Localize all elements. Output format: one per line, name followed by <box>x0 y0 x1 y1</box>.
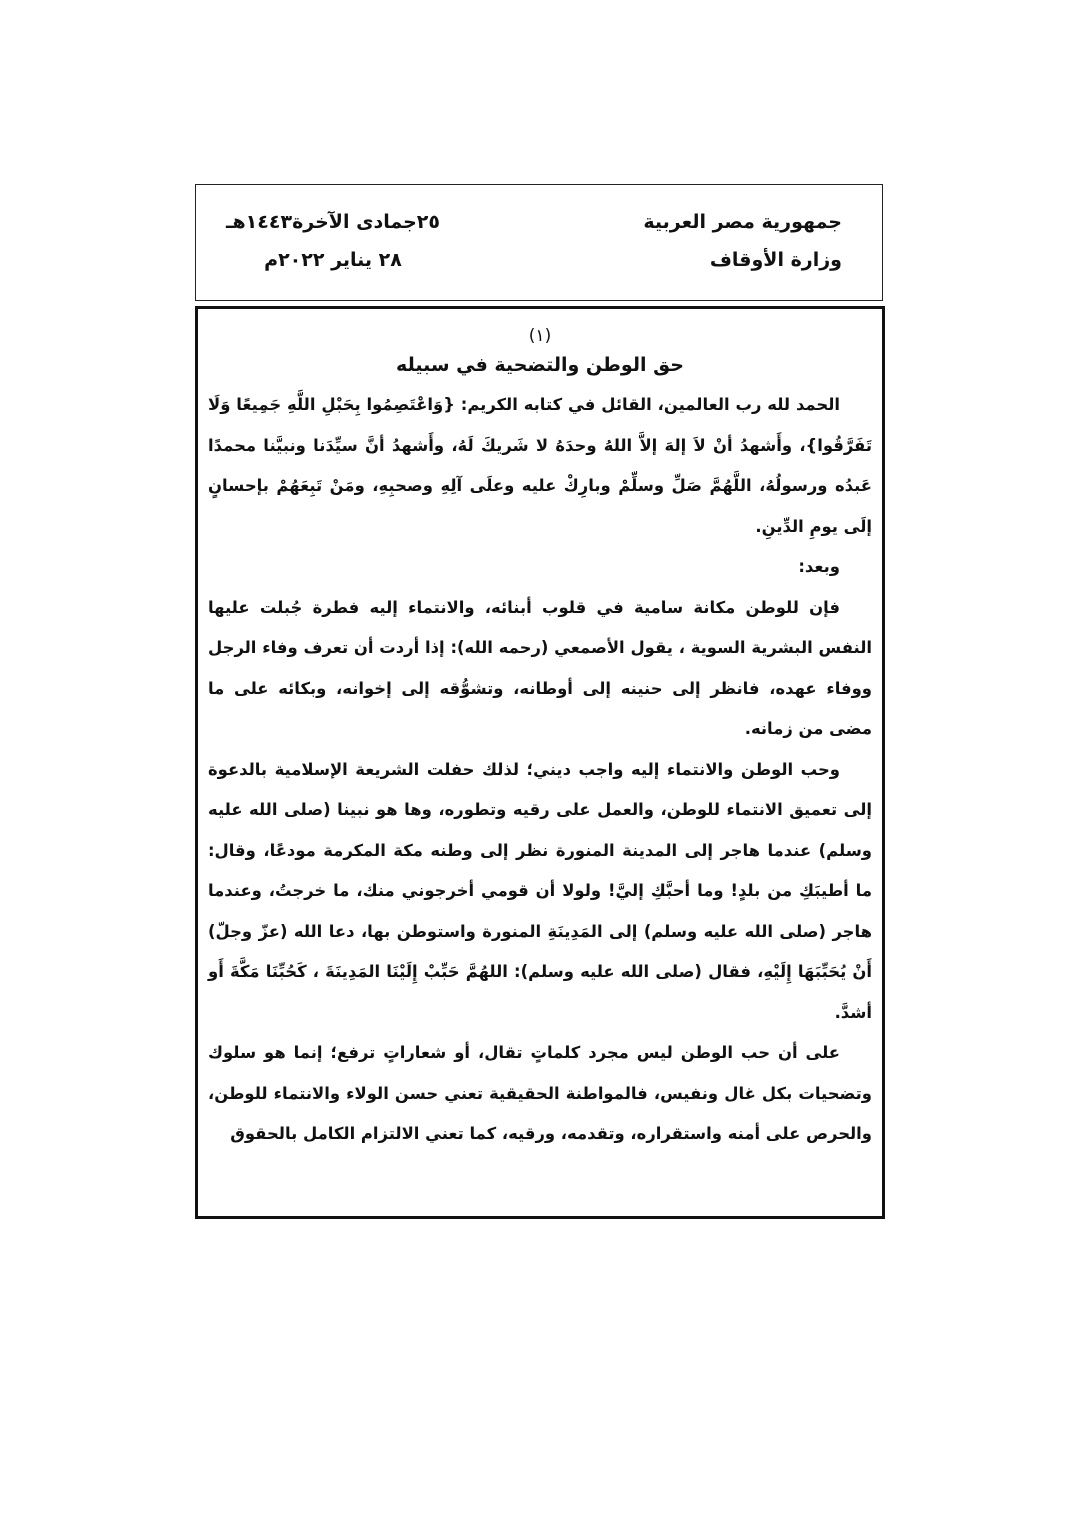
sermon-body <box>195 306 885 1219</box>
paragraph-sacrifice: على أن حب الوطن ليس مجرد كلماتٍ تقال، أو شعاراتٍ ترفع؛ إنما هو سلوك وتضحيات بكل غال ونفيس، فالمواطنة الحقيقية تعني حسن الولاء والانتماء للوطن، والحرص على أمنه واستقراره، وتقدمه، ورقيه، كما تعني الالتزام الكامل بالحقوق <box>208 1043 872 1143</box>
document-header <box>195 184 883 301</box>
transition-line: وبعد: <box>798 557 840 576</box>
section-number: (١) <box>528 326 552 346</box>
paragraph-homeland-status: فإن للوطن مكانة سامية في قلوب أبنائه، والانتماء إليه فطرة جُبلت عليها النفس البشرية السوية ، يقول الأصمعي (رحمه الله): إذا أردت أن تعرف وفاء الرجل ووفاء عهده، فانظر إلى حنينه إلى أوطانه، وتشوُّقه إلى إخوانه، وبكائه على ما مضى من زمانه. <box>208 597 872 738</box>
ministry-name: وزارة الأوقاف <box>709 249 842 271</box>
date-block <box>226 203 440 279</box>
issuer-block <box>643 203 842 279</box>
gregorian-date: ٢٨ يناير ٢٠٢٢م <box>264 249 402 271</box>
sermon-title: حق الوطن والتضحية في سبيله <box>396 354 684 376</box>
country-name: جمهورية مصر العربية <box>643 211 842 233</box>
hijri-date: ٢٥جمادى الآخرة١٤٤٣هـ <box>226 211 440 233</box>
opening-paragraph: الحمد لله رب العالمين، القائل في كتابه الكريم: {وَاعْتَصِمُوا بِحَبْلِ اللَّهِ جَمِيعًا وَلَا تَفَرَّقُوا}، وأَشهدُ أنْ لاَ إلهَ إلاَّ اللهُ وحدَهُ لا شَريكَ لَهُ، وأَشهدُ أنَّ سيِّدَنا ونبيَّنا محمدًا عَبدُه ورسولُهُ، اللَّهُمَّ صَلِّ وسلِّمْ وبارِكْ عليه وعلَى آلِهِ وصحبِهِ، ومَنْ تَبِعَهُمْ بإحسانٍ إلَى يومِ الدِّينِ. <box>208 395 872 536</box>
paragraph-religious-duty: وحب الوطن والانتماء إليه واجب ديني؛ لذلك حفلت الشريعة الإسلامية بالدعوة إلى تعميق الانتماء للوطن، والعمل على رقيه وتطوره، وها هو نبينا (صلى الله عليه وسلم) عندما هاجر إلى المدينة المنورة نظر إلى وطنه مكة المكرمة مودعًا، وقال: ما أطيبَكِ من بلدٍ! وما أحبَّكِ إليَّ! ولولا أن قومي أخرجوني منك، ما خرجتُ، وعندما هاجر (صلى الله عليه وسلم) إلى المَدِينَةِ المنورة واستوطن بها، دعا الله (عزّ وجلّ) أَنْ يُحَبِّبَهَا إِلَيْهِ، فقال (صلى الله عليه وسلم): اللهُمَّ حَبِّبْ إِلَيْنَا المَدِينَةَ ، كَحُبِّنَا مَكَّةَ أَو أشدَّ. <box>208 759 872 1022</box>
